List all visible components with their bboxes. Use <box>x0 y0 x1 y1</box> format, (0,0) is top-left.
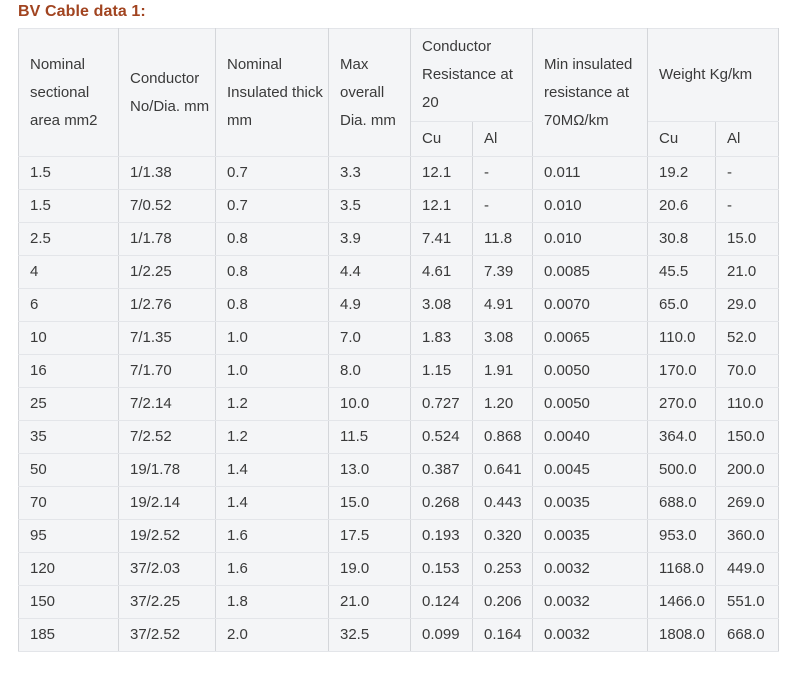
cell: 0.0045 <box>533 454 648 487</box>
header-min-insulated: Min insulated resistance at 70MΩ/km <box>533 29 648 157</box>
cell: 10 <box>19 322 119 355</box>
cell: 3.08 <box>473 322 533 355</box>
cell: 0.206 <box>473 586 533 619</box>
cell: 21.0 <box>329 586 411 619</box>
cell: 12.1 <box>411 157 473 190</box>
cell: 1808.0 <box>648 619 716 652</box>
cell: 7/1.35 <box>119 322 216 355</box>
cell: 7/2.52 <box>119 421 216 454</box>
table-row <box>19 520 779 553</box>
table-row <box>19 553 779 586</box>
cell: 19.2 <box>648 157 716 190</box>
cell: 1.4 <box>216 487 329 520</box>
cell: 1.5 <box>19 190 119 223</box>
cell: 32.5 <box>329 619 411 652</box>
cell: 1.2 <box>216 388 329 421</box>
cell: 7/0.52 <box>119 190 216 223</box>
cell: 0.010 <box>533 223 648 256</box>
cell: 10.0 <box>329 388 411 421</box>
cell: - <box>473 190 533 223</box>
cell: 8.0 <box>329 355 411 388</box>
cell: 19.0 <box>329 553 411 586</box>
cell: 1.91 <box>473 355 533 388</box>
cell: 185 <box>19 619 119 652</box>
cell: 0.0085 <box>533 256 648 289</box>
cell: 29.0 <box>716 289 779 322</box>
cell: 0.8 <box>216 289 329 322</box>
cell: 3.9 <box>329 223 411 256</box>
cell: 0.153 <box>411 553 473 586</box>
cell: 364.0 <box>648 421 716 454</box>
cell: 1.4 <box>216 454 329 487</box>
cell: 1/1.38 <box>119 157 216 190</box>
table-row <box>19 586 779 619</box>
cell: 7/2.14 <box>119 388 216 421</box>
cell: 150 <box>19 586 119 619</box>
cell: 0.0032 <box>533 586 648 619</box>
cell: 25 <box>19 388 119 421</box>
header-row-groups <box>19 29 779 122</box>
bv-cable-table <box>18 28 779 652</box>
header-conductor: Conductor No/Dia. mm <box>119 29 216 157</box>
cell: 19/1.78 <box>119 454 216 487</box>
cell: 12.1 <box>411 190 473 223</box>
cell: 688.0 <box>648 487 716 520</box>
cell: 449.0 <box>716 553 779 586</box>
cell: 1.6 <box>216 553 329 586</box>
cell: 0.8 <box>216 256 329 289</box>
table-row <box>19 256 779 289</box>
cell: 0.0050 <box>533 355 648 388</box>
cell: 45.5 <box>648 256 716 289</box>
header-max-dia: Max overall Dia. mm <box>329 29 411 157</box>
cell: 1.15 <box>411 355 473 388</box>
cell: 0.868 <box>473 421 533 454</box>
table-row <box>19 355 779 388</box>
cell: 0.0032 <box>533 553 648 586</box>
cell: 2.0 <box>216 619 329 652</box>
cell: 21.0 <box>716 256 779 289</box>
cell: 37/2.52 <box>119 619 216 652</box>
cell: 110.0 <box>648 322 716 355</box>
cell: 953.0 <box>648 520 716 553</box>
cell: 4.91 <box>473 289 533 322</box>
cell: 0.268 <box>411 487 473 520</box>
cell: 35 <box>19 421 119 454</box>
cell: 3.3 <box>329 157 411 190</box>
cell: 0.124 <box>411 586 473 619</box>
cell: 16 <box>19 355 119 388</box>
cell: - <box>473 157 533 190</box>
header-weight-al: Al <box>716 122 779 157</box>
cell: 1.2 <box>216 421 329 454</box>
cell: - <box>716 157 779 190</box>
cell: 0.0050 <box>533 388 648 421</box>
table-body <box>19 157 779 652</box>
cell: 0.164 <box>473 619 533 652</box>
cell: 269.0 <box>716 487 779 520</box>
cell: 19/2.14 <box>119 487 216 520</box>
cell: 17.5 <box>329 520 411 553</box>
cell: 0.8 <box>216 223 329 256</box>
cell: 1.8 <box>216 586 329 619</box>
cell: 0.0070 <box>533 289 648 322</box>
cell: 1.6 <box>216 520 329 553</box>
cell: 360.0 <box>716 520 779 553</box>
cell: 11.8 <box>473 223 533 256</box>
cell: 1466.0 <box>648 586 716 619</box>
cell: 668.0 <box>716 619 779 652</box>
cell: 0.0040 <box>533 421 648 454</box>
cell: 7/1.70 <box>119 355 216 388</box>
cell: 7.41 <box>411 223 473 256</box>
table-row <box>19 487 779 520</box>
table-header <box>19 29 779 157</box>
table-row <box>19 322 779 355</box>
cell: 7.0 <box>329 322 411 355</box>
cell: 4.4 <box>329 256 411 289</box>
cell: 3.08 <box>411 289 473 322</box>
table-row <box>19 157 779 190</box>
header-resistance-al: Al <box>473 122 533 157</box>
cell: 65.0 <box>648 289 716 322</box>
cell: - <box>716 190 779 223</box>
cell: 0.099 <box>411 619 473 652</box>
cell: 1.0 <box>216 355 329 388</box>
cell: 0.0065 <box>533 322 648 355</box>
cell: 2.5 <box>19 223 119 256</box>
table-row <box>19 619 779 652</box>
cell: 4.9 <box>329 289 411 322</box>
header-weight: Weight Kg/km <box>648 29 779 122</box>
table-row <box>19 388 779 421</box>
cell: 0.7 <box>216 190 329 223</box>
cell: 170.0 <box>648 355 716 388</box>
cell: 70.0 <box>716 355 779 388</box>
cell: 0.0035 <box>533 520 648 553</box>
page-title: BV Cable data 1: <box>18 3 146 20</box>
cell: 0.727 <box>411 388 473 421</box>
cell: 7.39 <box>473 256 533 289</box>
cell: 0.010 <box>533 190 648 223</box>
cell: 13.0 <box>329 454 411 487</box>
cell: 1/2.76 <box>119 289 216 322</box>
cell: 1/1.78 <box>119 223 216 256</box>
cell: 70 <box>19 487 119 520</box>
table-row <box>19 421 779 454</box>
cell: 6 <box>19 289 119 322</box>
cell: 1.0 <box>216 322 329 355</box>
cell: 1.83 <box>411 322 473 355</box>
table-row <box>19 289 779 322</box>
cell: 551.0 <box>716 586 779 619</box>
cell: 20.6 <box>648 190 716 223</box>
cell: 200.0 <box>716 454 779 487</box>
cell: 0.0032 <box>533 619 648 652</box>
cell: 500.0 <box>648 454 716 487</box>
header-resistance: Conductor Resistance at 20 <box>411 29 533 122</box>
header-nominal-area: Nominal sectional area mm2 <box>19 29 119 157</box>
cell: 95 <box>19 520 119 553</box>
header-insulated-thick: Nominal Insulated thick mm <box>216 29 329 157</box>
cell: 30.8 <box>648 223 716 256</box>
header-weight-cu: Cu <box>648 122 716 157</box>
cell: 37/2.03 <box>119 553 216 586</box>
cell: 4.61 <box>411 256 473 289</box>
cell: 0.524 <box>411 421 473 454</box>
table-row <box>19 454 779 487</box>
cell: 3.5 <box>329 190 411 223</box>
cell: 15.0 <box>329 487 411 520</box>
cell: 0.011 <box>533 157 648 190</box>
cell: 0.253 <box>473 553 533 586</box>
cell: 37/2.25 <box>119 586 216 619</box>
cell: 15.0 <box>716 223 779 256</box>
cell: 1168.0 <box>648 553 716 586</box>
cell: 0.193 <box>411 520 473 553</box>
cell: 0.0035 <box>533 487 648 520</box>
cell: 4 <box>19 256 119 289</box>
cell: 120 <box>19 553 119 586</box>
cell: 52.0 <box>716 322 779 355</box>
cell: 0.387 <box>411 454 473 487</box>
cell: 0.7 <box>216 157 329 190</box>
cell: 19/2.52 <box>119 520 216 553</box>
cell: 270.0 <box>648 388 716 421</box>
cell: 150.0 <box>716 421 779 454</box>
cell: 0.443 <box>473 487 533 520</box>
cell: 1/2.25 <box>119 256 216 289</box>
cell: 0.320 <box>473 520 533 553</box>
table-row <box>19 223 779 256</box>
cell: 110.0 <box>716 388 779 421</box>
cell: 11.5 <box>329 421 411 454</box>
cell: 1.20 <box>473 388 533 421</box>
table-row <box>19 190 779 223</box>
cell: 1.5 <box>19 157 119 190</box>
cell: 50 <box>19 454 119 487</box>
header-resistance-cu: Cu <box>411 122 473 157</box>
cell: 0.641 <box>473 454 533 487</box>
